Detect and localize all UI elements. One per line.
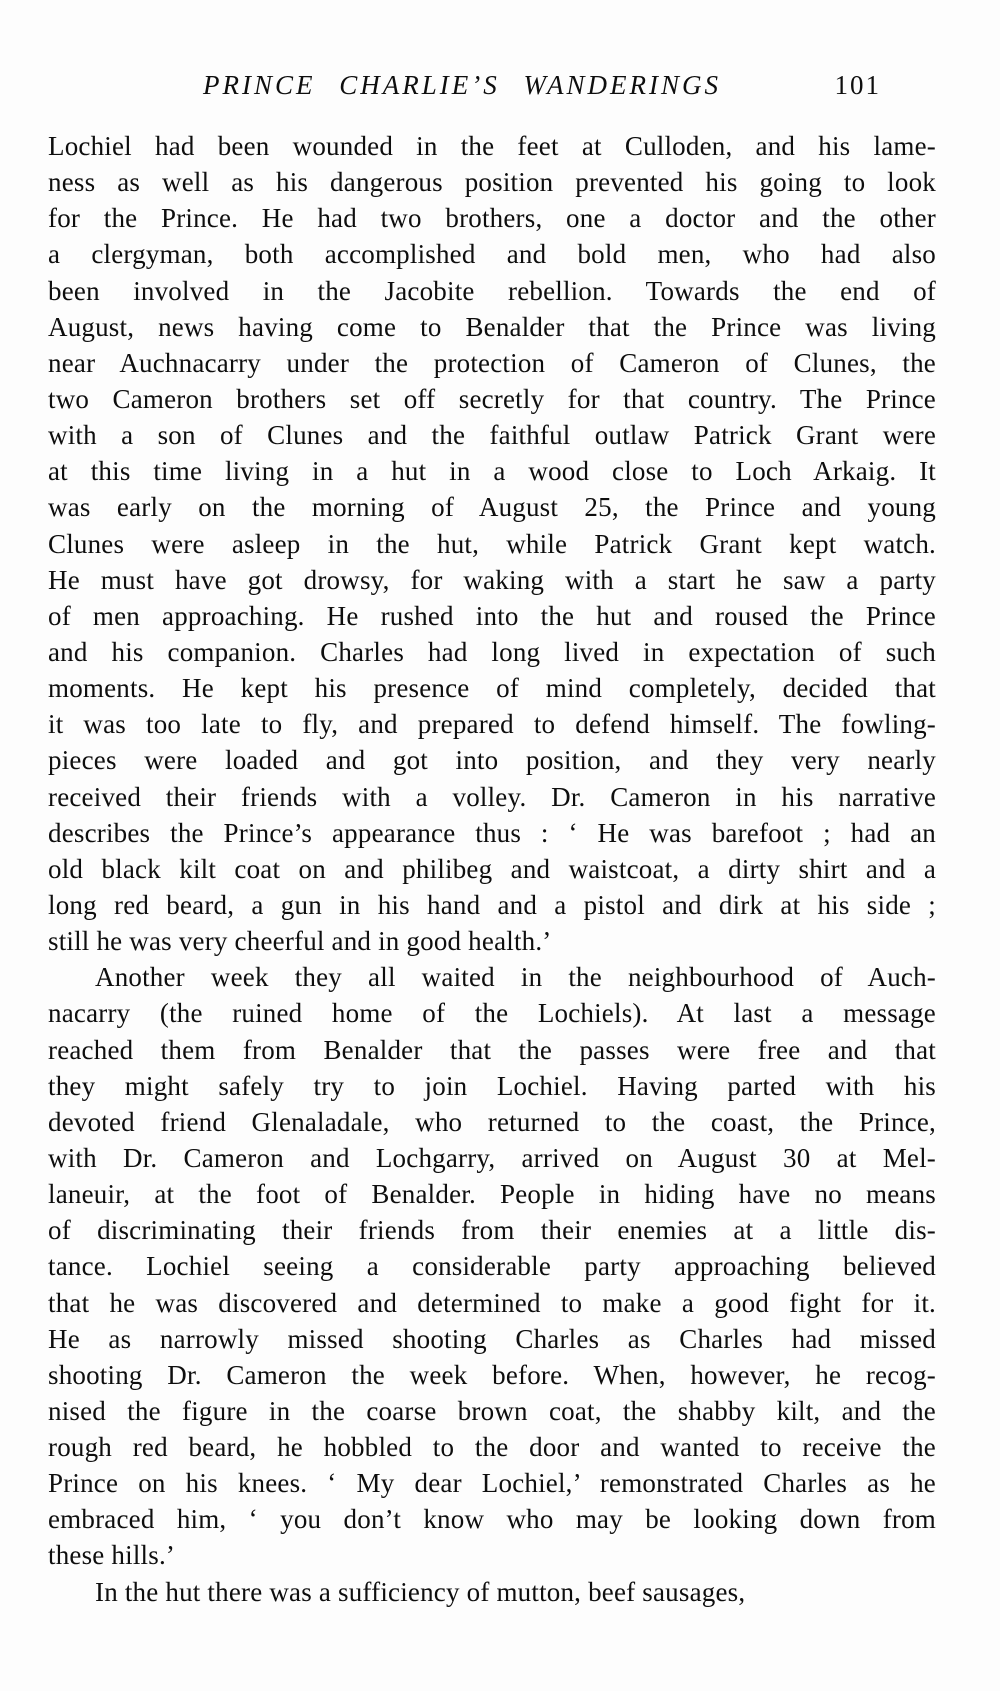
text-line: ness as well as his dangerous position prevented his going to look (48, 167, 936, 198)
text-line: at this time living in a hut in a wood close to Loch Arkaig. It (48, 456, 936, 487)
text-line: with Dr. Cameron and Lochgarry, arrived on August 30 at Mel- (48, 1142, 936, 1173)
text-line: near Auchnacarry under the protection of Cameron of Clunes, the (48, 347, 936, 378)
text-line: old black kilt coat on and philibeg and waistcoat, a dirty shirt and a (48, 853, 936, 884)
text-line: August, news having come to Benalder that the Prince was living (48, 311, 936, 342)
page-text (48, 128, 936, 1610)
text-line: Lochiel had been wounded in the feet at Culloden, and his lame- (48, 131, 936, 161)
text-line: embraced him, ‘ you don’t know who may be looking down from (48, 1504, 936, 1535)
text-line: still he was very cheerful and in good health.’ (48, 926, 552, 957)
text-line: He as narrowly missed shooting Charles as Charles had missed (48, 1323, 936, 1354)
text-line: Clunes were asleep in the hut, while Patrick Grant kept watch. (48, 528, 936, 559)
text-line: of discriminating their friends from their enemies at a little dis- (48, 1215, 936, 1246)
text-line: describes the Prince’s appearance thus : ‘ He was barefoot ; had an (48, 817, 936, 848)
text-line: Prince on his knees. ‘ My dear Lochiel,’ remonstrated Charles as he (48, 1468, 936, 1499)
text-line: for the Prince. He had two brothers, one a doctor and the other (48, 203, 936, 234)
text-line: In the hut there was a sufficiency of mutton, beef sausages, (95, 1576, 746, 1607)
running-header (48, 70, 936, 106)
text-line: shooting Dr. Cameron the week before. When, however, he recog- (48, 1359, 936, 1390)
text-line: nised the figure in the coarse brown coat, the shabby kilt, and the (48, 1395, 936, 1426)
page-number: 101 (834, 70, 881, 100)
text-line: they might safely try to join Lochiel. Having parted with his (48, 1070, 936, 1101)
text-line: these hills.’ (48, 1540, 176, 1571)
text-line: and his companion. Charles had long lived in expectation of such (48, 636, 936, 667)
text-line: that he was discovered and determined to make a good fight for it. (48, 1287, 936, 1318)
text-line: Another week they all waited in the neighbourhood of Auch- (95, 962, 936, 993)
text-line: tance. Lochiel seeing a considerable party approaching believed (48, 1251, 936, 1282)
text-line: nacarry (the ruined home of the Lochiels). At last a message (48, 998, 936, 1029)
text-line: it was too late to fly, and prepared to defend himself. The fowling- (48, 709, 936, 740)
text-line: received their friends with a volley. Dr. Cameron in his narrative (48, 781, 936, 812)
text-line: with a son of Clunes and the faithful outlaw Patrick Grant were (48, 420, 936, 451)
text-line: long red beard, a gun in his hand and a pistol and dirk at his side ; (48, 889, 936, 920)
text-line: was early on the morning of August 25, the Prince and young (48, 492, 936, 523)
text-line: devoted friend Glenaladale, who returned to the coast, the Prince, (48, 1106, 936, 1137)
text-line: He must have got drowsy, for waking with a start he saw a party (48, 564, 936, 595)
text-line: reached them from Benalder that the passes were free and that (48, 1034, 936, 1065)
text-line: rough red beard, he hobbled to the door and wanted to receive the (48, 1432, 936, 1463)
text-line: of men approaching. He rushed into the hut and roused the Prince (48, 600, 936, 631)
text-line: laneuir, at the foot of Benalder. People in hiding have no means (48, 1179, 936, 1210)
text-line: a clergyman, both accomplished and bold men, who had also (48, 239, 936, 270)
text-line: pieces were loaded and got into position, and they very nearly (48, 745, 936, 776)
page-title: PRINCE CHARLIE’S WANDERINGS (202, 70, 722, 100)
text-line: been involved in the Jacobite rebellion. Towards the end of (48, 275, 936, 306)
text-line: moments. He kept his presence of mind completely, decided that (48, 673, 936, 704)
text-line: two Cameron brothers set off secretly for that country. The Prince (48, 383, 936, 414)
